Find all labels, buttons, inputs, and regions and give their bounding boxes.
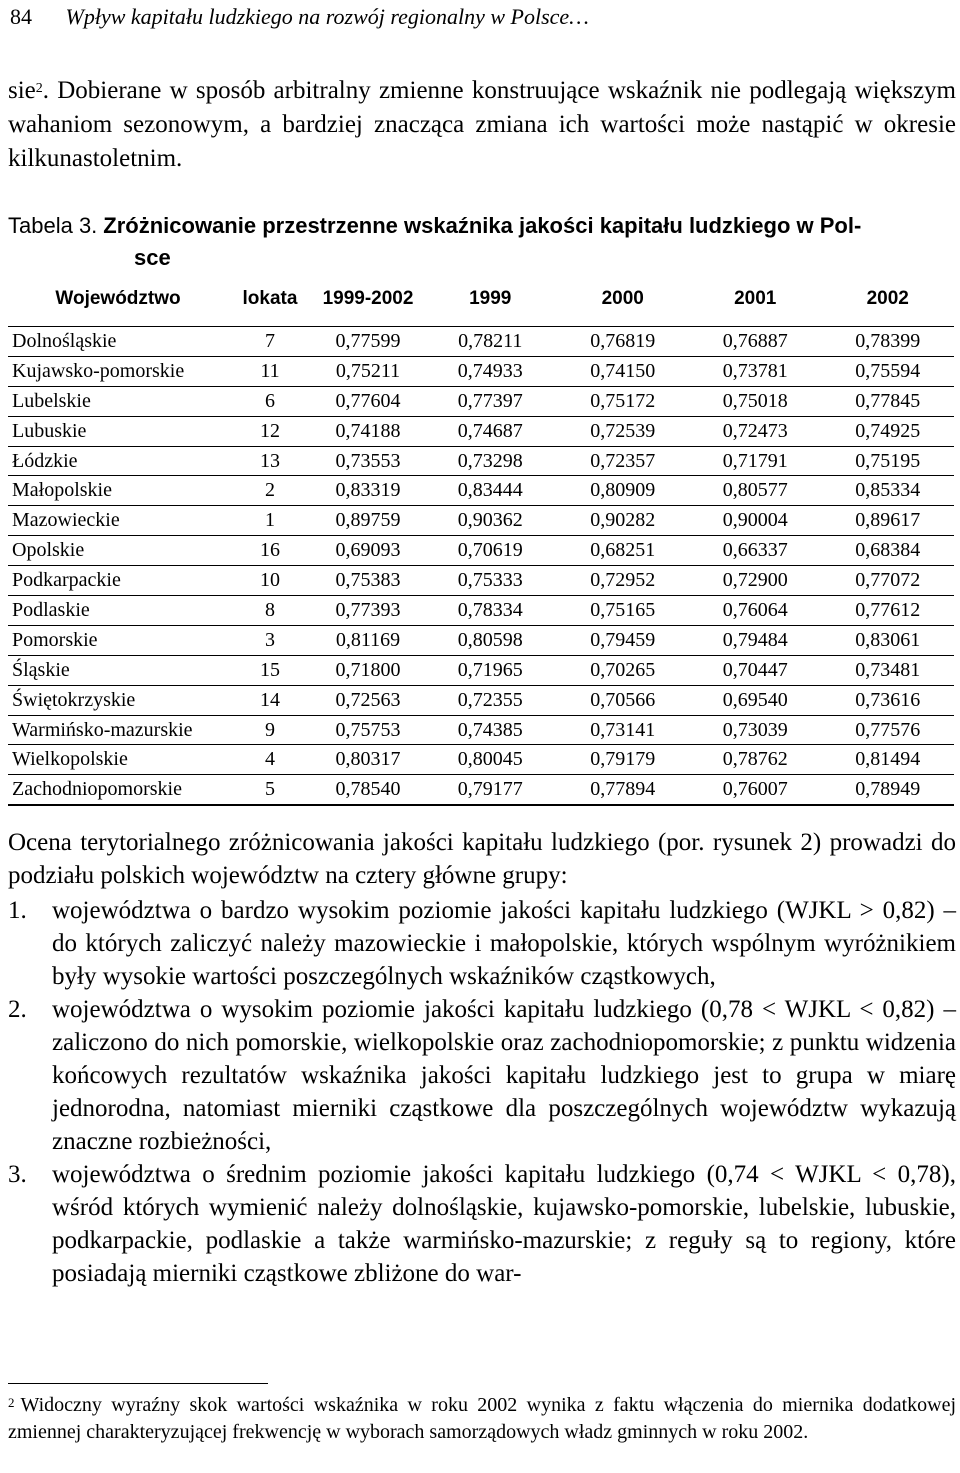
cell-value: 0,71800 <box>312 655 424 685</box>
cell-value: 0,90362 <box>424 506 557 536</box>
running-title: Wpływ kapitału ludzkiego na rozwój regionalny w Polsce… <box>65 4 589 29</box>
list-item-number: 1. <box>8 897 27 924</box>
cell-value: 0,75383 <box>312 566 424 596</box>
cell-value: 0,72539 <box>557 416 690 446</box>
cell-value: 0,77599 <box>312 327 424 357</box>
cell-value: 0,76887 <box>689 327 822 357</box>
cell-voivodeship: Pomorskie <box>8 625 228 655</box>
cell-value: 0,80045 <box>424 745 557 775</box>
table-row <box>8 356 954 386</box>
cell-voivodeship: Lubuskie <box>8 416 228 446</box>
cell-value: 0,76007 <box>689 775 822 805</box>
cell-value: 0,68384 <box>822 536 955 566</box>
column-header-2002: 2002 <box>822 272 955 327</box>
footnote-mark: 2 <box>8 1395 15 1410</box>
table-row <box>8 685 954 715</box>
cell-rank: 12 <box>228 416 312 446</box>
cell-value: 0,75594 <box>822 356 955 386</box>
cell-rank: 13 <box>228 446 312 476</box>
cell-voivodeship: Warmińsko-mazurskie <box>8 715 228 745</box>
cell-rank: 6 <box>228 386 312 416</box>
cell-rank: 4 <box>228 745 312 775</box>
cell-value: 0,85334 <box>822 476 955 506</box>
cell-value: 0,73481 <box>822 655 955 685</box>
table-row <box>8 715 954 745</box>
cell-value: 0,80317 <box>312 745 424 775</box>
cell-value: 0,73616 <box>822 685 955 715</box>
cell-value: 0,73781 <box>689 356 822 386</box>
table-body <box>8 327 954 806</box>
cell-rank: 9 <box>228 715 312 745</box>
cell-value: 0,70619 <box>424 536 557 566</box>
cell-voivodeship: Zachodniopomorskie <box>8 775 228 805</box>
page-number: 84 <box>10 4 32 29</box>
data-table <box>8 272 954 806</box>
table-row <box>8 476 954 506</box>
cell-rank: 1 <box>228 506 312 536</box>
column-header-rank: lokata <box>228 272 312 327</box>
cell-rank: 5 <box>228 775 312 805</box>
cell-value: 0,74933 <box>424 356 557 386</box>
cell-rank: 3 <box>228 625 312 655</box>
column-header-voivodeship: Województwo <box>8 272 228 327</box>
running-header <box>10 4 589 30</box>
table-row <box>8 655 954 685</box>
cell-value: 0,89617 <box>822 506 955 536</box>
cell-value: 0,75018 <box>689 386 822 416</box>
cell-value: 0,79484 <box>689 625 822 655</box>
cell-value: 0,81494 <box>822 745 955 775</box>
cell-value: 0,73298 <box>424 446 557 476</box>
list-item-text: województwa o bardzo wysokim poziomie jakości kapitału ludzkiego (WJKL > 0,82) – do których zaliczyć należy mazowieckie i małopolskie, których wspólnym wyróżnikiem były wysokie wartości poszczególnych wskaźników cząstkowych, <box>52 897 956 990</box>
cell-value: 0,72900 <box>689 566 822 596</box>
cell-rank: 16 <box>228 536 312 566</box>
cell-value: 0,79459 <box>557 625 690 655</box>
cell-value: 0,77576 <box>822 715 955 745</box>
cell-value: 0,78540 <box>312 775 424 805</box>
list-item <box>8 993 956 1158</box>
table-title: Zróżnicowanie przestrzenne wskaźnika jakości kapitału ludzkiego w Pol- <box>103 213 862 238</box>
column-header-1999-2002 <box>312 272 424 327</box>
cell-value: 0,75753 <box>312 715 424 745</box>
group-list <box>8 894 956 1290</box>
column-header-2000: 2000 <box>557 272 690 327</box>
cell-value: 0,66337 <box>689 536 822 566</box>
cell-voivodeship: Wielkopolskie <box>8 745 228 775</box>
table-title-continuation: sce <box>134 245 171 270</box>
cell-value: 0,76064 <box>689 596 822 626</box>
cell-value: 0,72355 <box>424 685 557 715</box>
cell-voivodeship: Mazowieckie <box>8 506 228 536</box>
cell-value: 0,73553 <box>312 446 424 476</box>
cell-value: 0,77604 <box>312 386 424 416</box>
cell-value: 0,89759 <box>312 506 424 536</box>
list-item-text: województwa o średnim poziomie jakości kapitału ludzkiego (0,74 < WJKL < 0,78), wśród których wymienić należy dolnośląskie, kujawsko-pomorskie, lubelskie, lubuskie, podkarpackie, podlaskie a także warmińsko-mazurskie; z reguły są to regiony, które posiadają mierniki cząstkowe zbliżone do war- <box>52 1161 956 1287</box>
intro-text-rest: . Dobierane w sposób arbitralny zmienne konstruujące wskaźnik nie podlegają większym wahaniom sezonowym, a bardziej znacząca zmiana ich wartości może nastąpić w okresie kilkunastoletnim. <box>8 77 956 172</box>
cell-voivodeship: Łódzkie <box>8 446 228 476</box>
table-row <box>8 506 954 536</box>
header-1999-2002-text: 1999-2002 <box>322 288 414 309</box>
cell-value: 0,78949 <box>822 775 955 805</box>
cell-value: 0,74385 <box>424 715 557 745</box>
cell-value: 0,77845 <box>822 386 955 416</box>
table-row <box>8 596 954 626</box>
cell-value: 0,78211 <box>424 327 557 357</box>
cell-value: 0,78762 <box>689 745 822 775</box>
cell-value: 0,70265 <box>557 655 690 685</box>
cell-value: 0,75165 <box>557 596 690 626</box>
cell-value: 0,83319 <box>312 476 424 506</box>
cell-value: 0,78334 <box>424 596 557 626</box>
cell-value: 0,72473 <box>689 416 822 446</box>
body-paragraph: Ocena terytorialnego zróżnicowania jakości kapitału ludzkiego (por. rysunek 2) prowadzi do podziału polskich województw na cztery główne grupy: <box>8 829 956 889</box>
table-header-row <box>8 272 954 327</box>
cell-value: 0,68251 <box>557 536 690 566</box>
cell-value: 0,80909 <box>557 476 690 506</box>
cell-value: 0,72563 <box>312 685 424 715</box>
column-header-2001: 2001 <box>689 272 822 327</box>
cell-value: 0,69093 <box>312 536 424 566</box>
cell-voivodeship: Małopolskie <box>8 476 228 506</box>
table-caption <box>8 210 956 274</box>
cell-value: 0,75195 <box>822 446 955 476</box>
cell-voivodeship: Lubelskie <box>8 386 228 416</box>
table-row <box>8 536 954 566</box>
cell-value: 0,80598 <box>424 625 557 655</box>
cell-value: 0,73141 <box>557 715 690 745</box>
cell-value: 0,71791 <box>689 446 822 476</box>
column-header-1999: 1999 <box>424 272 557 327</box>
cell-voivodeship: Podkarpackie <box>8 566 228 596</box>
table-row <box>8 327 954 357</box>
table-row <box>8 386 954 416</box>
cell-voivodeship: Kujawsko-pomorskie <box>8 356 228 386</box>
footnote-text: Widoczny wyraźny skok wartości wskaźnika w roku 2002 wynika z faktu włączenia do miernika dodatkowej zmiennej charakteryzującej frekwencję w wyborach samorządowych władz gminnych w roku 2002. <box>8 1394 956 1443</box>
cell-rank: 11 <box>228 356 312 386</box>
cell-value: 0,69540 <box>689 685 822 715</box>
cell-voivodeship: Opolskie <box>8 536 228 566</box>
cell-rank: 14 <box>228 685 312 715</box>
list-item <box>8 1158 956 1290</box>
cell-value: 0,72357 <box>557 446 690 476</box>
cell-value: 0,77397 <box>424 386 557 416</box>
cell-value: 0,83061 <box>822 625 955 655</box>
table-row <box>8 745 954 775</box>
cell-value: 0,77894 <box>557 775 690 805</box>
list-item-number: 3. <box>8 1161 27 1188</box>
cell-value: 0,74188 <box>312 416 424 446</box>
list-item-number: 2. <box>8 996 27 1023</box>
cell-value: 0,75172 <box>557 386 690 416</box>
table-row <box>8 775 954 805</box>
cell-value: 0,72952 <box>557 566 690 596</box>
table-row <box>8 566 954 596</box>
cell-value: 0,77393 <box>312 596 424 626</box>
cell-value: 0,90004 <box>689 506 822 536</box>
cell-value: 0,78399 <box>822 327 955 357</box>
cell-voivodeship: Świętokrzyskie <box>8 685 228 715</box>
table-row <box>8 446 954 476</box>
cell-voivodeship: Śląskie <box>8 655 228 685</box>
cell-rank: 7 <box>228 327 312 357</box>
cell-value: 0,81169 <box>312 625 424 655</box>
intro-paragraph <box>8 74 956 176</box>
cell-value: 0,74150 <box>557 356 690 386</box>
cell-value: 0,70566 <box>557 685 690 715</box>
cell-voivodeship: Dolnośląskie <box>8 327 228 357</box>
cell-value: 0,73039 <box>689 715 822 745</box>
list-item-text: województwa o wysokim poziomie jakości kapitału ludzkiego (0,78 < WJKL < 0,82) – zaliczono do nich pomorskie, wielkopolskie oraz zachodniopomorskie; z punktu widzenia końcowych rezultatów wskaźnika jakości kapitału ludzkiego jest to grupa w miarę jednorodna, natomiast mierniki cząstkowe dla poszczególnych województw wykazują znaczne rozbieżności, <box>52 996 956 1155</box>
cell-rank: 8 <box>228 596 312 626</box>
cell-value: 0,77612 <box>822 596 955 626</box>
cell-value: 0,74687 <box>424 416 557 446</box>
cell-value: 0,80577 <box>689 476 822 506</box>
footnote <box>8 1392 956 1446</box>
table-row <box>8 416 954 446</box>
cell-value: 0,70447 <box>689 655 822 685</box>
footnote-divider <box>8 1383 268 1384</box>
cell-value: 0,76819 <box>557 327 690 357</box>
cell-value: 0,75333 <box>424 566 557 596</box>
cell-value: 0,79179 <box>557 745 690 775</box>
cell-value: 0,79177 <box>424 775 557 805</box>
cell-voivodeship: Podlaskie <box>8 596 228 626</box>
cell-rank: 15 <box>228 655 312 685</box>
cell-value: 0,74925 <box>822 416 955 446</box>
cell-rank: 2 <box>228 476 312 506</box>
cell-value: 0,77072 <box>822 566 955 596</box>
list-item <box>8 894 956 993</box>
cell-value: 0,75211 <box>312 356 424 386</box>
intro-text-start: sie <box>8 77 36 104</box>
cell-value: 0,71965 <box>424 655 557 685</box>
cell-value: 0,83444 <box>424 476 557 506</box>
table-row <box>8 625 954 655</box>
table-label: Tabela 3. <box>8 213 98 238</box>
cell-value: 0,90282 <box>557 506 690 536</box>
footnote-reference[interactable]: 2 <box>35 81 43 96</box>
cell-rank: 10 <box>228 566 312 596</box>
